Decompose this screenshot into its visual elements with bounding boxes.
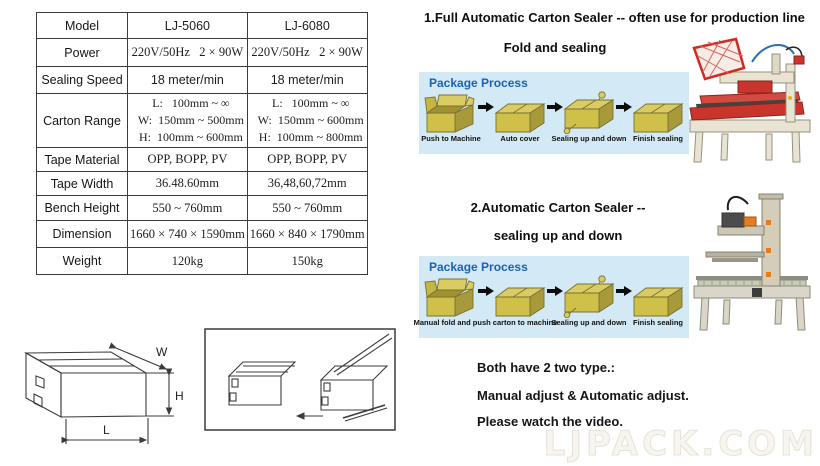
row-label-tape-material: Tape Material (37, 148, 128, 172)
machine-photo-automatic (688, 192, 818, 337)
range-line: L: 100mm ~ ∞ (272, 96, 350, 110)
open-carton-icon (424, 276, 478, 318)
section2-heading: 2.Automatic Carton Sealer -- (470, 200, 646, 215)
table-row (37, 94, 368, 148)
dim-label-l: L (103, 423, 110, 437)
carton-range-1 (128, 94, 248, 148)
row-label-power: Power (37, 39, 128, 67)
tape-width-1: 36.48.60mm (128, 172, 248, 196)
process-step-label: Push to Machine (421, 134, 481, 143)
footer-line-2: Manual adjust & Automatic adjust. (477, 388, 689, 403)
arrow-right-icon (547, 101, 563, 123)
weight-1: 120kg (128, 248, 248, 275)
range-line: W: 150mm ~ 600mm (257, 113, 364, 127)
process-step-label: Finish sealing (632, 134, 683, 143)
arrow-right-icon (478, 101, 494, 123)
process-step-label: Auto cover (500, 134, 540, 143)
arrow-right-icon (616, 101, 632, 123)
range-line: H: 100mm ~ 600mm (138, 130, 243, 144)
spec-table (36, 12, 368, 275)
sealing-carton-icon (562, 90, 616, 134)
tape-material-2: OPP, BOPP, PV (247, 148, 367, 172)
section1-heading: 1.Full Automatic Carton Sealer -- often use for production line (424, 10, 805, 25)
dimension-1: 1660 × 740 × 1590mm (128, 221, 248, 248)
row-label-sealing-speed: Sealing Speed (37, 67, 128, 94)
dim-label-w: W (156, 345, 168, 359)
package-process-title: Package Process (429, 76, 528, 90)
tape-material-1: OPP, BOPP, PV (128, 148, 248, 172)
dimension-2: 1660 × 840 × 1790mm (247, 221, 367, 248)
row-label-weight: Weight (37, 248, 128, 275)
speed-2: 18 meter/min (247, 67, 367, 94)
weight-2: 150kg (247, 248, 367, 275)
closed-carton-icon (631, 284, 685, 318)
package-process-strip-1 (419, 72, 689, 154)
closed-carton-icon (493, 100, 547, 134)
closed-carton-icon (493, 284, 547, 318)
package-process-strip-2 (413, 256, 689, 338)
footer-line-1: Both have 2 two type.: (477, 360, 615, 375)
row-label-tape-width: Tape Width (37, 172, 128, 196)
table-row (37, 39, 368, 67)
carton-range-2 (247, 94, 367, 148)
closed-carton-icon (631, 100, 685, 134)
footer-line-3: Please watch the video. (477, 414, 623, 429)
bench-height-1: 550 ~ 760mm (128, 196, 248, 221)
power-2: 220V/50Hz 2 × 90W (247, 39, 367, 67)
process-labels-row (419, 134, 689, 143)
table-row (37, 148, 368, 172)
tape-width-2: 36,48,60,72mm (247, 172, 367, 196)
table-row (37, 172, 368, 196)
row-label-model: Model (37, 13, 128, 39)
model-1: LJ-5060 (128, 13, 248, 39)
bench-height-2: 550 ~ 760mm (247, 196, 367, 221)
table-row (37, 13, 368, 39)
section1-subheading: Fold and sealing (503, 40, 607, 55)
section2-subheading: sealing up and down (493, 228, 623, 243)
sealing-carton-icon (562, 274, 616, 318)
table-row (37, 248, 368, 275)
model-2: LJ-6080 (247, 13, 367, 39)
row-label-carton-range: Carton Range (37, 94, 128, 148)
table-row (37, 67, 368, 94)
arrow-right-icon (616, 285, 632, 307)
row-label-dimension: Dimension (37, 221, 128, 248)
process-step-label: Manual fold and push carton to machine (413, 318, 558, 327)
process-labels-row (413, 318, 689, 327)
range-line: L: 100mm ~ ∞ (152, 96, 230, 110)
arrow-right-icon (547, 285, 563, 307)
open-carton-icon (424, 92, 478, 134)
row-label-bench-height: Bench Height (37, 196, 128, 221)
table-row (37, 221, 368, 248)
process-step-label: Sealing up and down (551, 318, 627, 327)
process-step-label: Finish sealing (632, 318, 683, 327)
power-1: 220V/50Hz 2 × 90W (128, 39, 248, 67)
package-process-title: Package Process (429, 260, 528, 274)
process-icons-row (419, 274, 689, 318)
taping-process-drawing (203, 326, 399, 434)
speed-1: 18 meter/min (128, 67, 248, 94)
process-icons-row (419, 90, 689, 134)
carton-dimension-drawing (8, 326, 188, 460)
machine-photo-full-automatic (686, 34, 818, 166)
process-step-label: Sealing up and down (551, 134, 627, 143)
watermark-logo: LJPACK.COM (543, 424, 818, 464)
range-line: H: 100mm ~ 800mm (258, 130, 363, 144)
table-row (37, 196, 368, 221)
dim-label-h: H (175, 389, 184, 403)
arrow-right-icon (478, 285, 494, 307)
range-line: W: 150mm ~ 500mm (137, 113, 244, 127)
